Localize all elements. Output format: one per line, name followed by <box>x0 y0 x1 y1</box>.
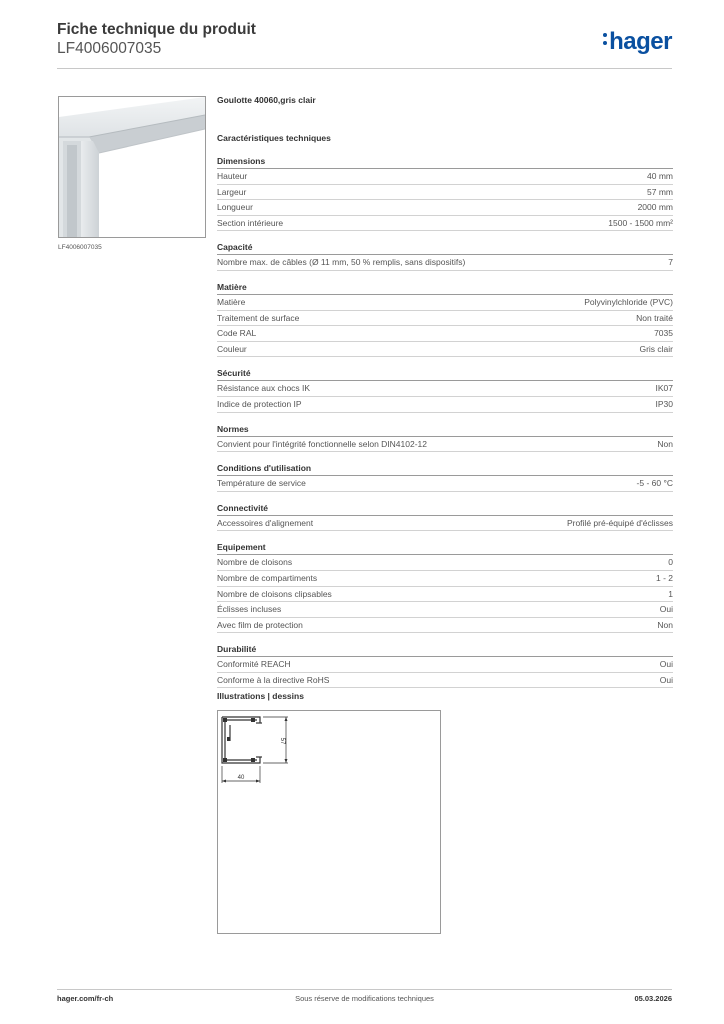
spec-label: Couleur <box>217 343 247 354</box>
spec-value: 7035 <box>654 328 673 339</box>
product-reference: LF4006007035 <box>57 40 162 57</box>
page-footer <box>57 994 672 1008</box>
footer-notice: Sous réserve de modifications techniques <box>295 994 434 1003</box>
spec-value: IP30 <box>655 398 673 409</box>
spec-label: Nombre de compartiments <box>217 572 318 583</box>
spec-row <box>217 326 673 342</box>
spec-value: Polyvinylchloride (PVC) <box>584 296 673 307</box>
logo-text: hager <box>609 28 672 55</box>
dim-width-label: 40 <box>237 775 245 781</box>
spec-label: Température de service <box>217 478 306 489</box>
spec-label: Avec film de protection <box>217 619 303 630</box>
spec-row <box>217 200 673 216</box>
spec-row <box>217 311 673 327</box>
group-capacite <box>217 241 673 271</box>
spec-value: Non traité <box>636 312 673 323</box>
group-title: Matière <box>217 281 673 295</box>
spec-row <box>217 397 673 413</box>
dim-height-label: 57 <box>279 737 285 745</box>
spec-value: Oui <box>659 659 673 670</box>
product-image <box>58 96 206 238</box>
spec-label: Matière <box>217 296 246 307</box>
spec-label: Conforme à la directive RoHS <box>217 674 330 685</box>
page-title: Fiche technique du produit <box>57 21 256 38</box>
footer-website-link[interactable]: hager.com/fr-ch <box>57 994 114 1003</box>
spec-row <box>217 618 673 634</box>
spec-value: Gris clair <box>639 343 673 354</box>
spec-label: Résistance aux chocs IK <box>217 383 311 394</box>
footer-date: 05.03.2026 <box>634 994 672 1003</box>
spec-row <box>217 295 673 311</box>
logo-dots-icon <box>603 33 608 48</box>
section-technical-title: Caractéristiques techniques <box>217 133 331 143</box>
spec-label: Hauteur <box>217 171 248 181</box>
spec-label: Longueur <box>217 202 253 213</box>
product-name: Goulotte 40060,gris clair <box>217 95 316 105</box>
spec-row <box>217 216 673 232</box>
spec-value: Non <box>657 438 673 449</box>
illustrations-title: Illustrations | dessins <box>217 691 304 701</box>
spec-value: 57 mm <box>647 186 673 197</box>
group-durabilite <box>217 643 673 688</box>
spec-value: Oui <box>659 604 673 615</box>
image-caption: LF4006007035 <box>58 244 102 251</box>
spec-label: Accessoires d'alignement <box>217 517 314 528</box>
spec-label: Nombre max. de câbles (Ø 11 mm, 50 % remplis, sans dispositifs) <box>217 257 466 268</box>
group-title: Equipement <box>217 541 673 555</box>
cable-duct-illustration-icon <box>59 97 205 237</box>
spec-row <box>217 571 673 587</box>
spec-row <box>217 602 673 618</box>
group-title: Capacité <box>217 241 673 255</box>
footer-divider <box>57 989 672 990</box>
spec-row <box>217 516 673 532</box>
spec-label: Largeur <box>217 186 247 197</box>
spec-row <box>217 476 673 492</box>
spec-value: 1500 - 1500 mm² <box>608 217 673 228</box>
spec-value: -5 - 60 °C <box>636 478 673 489</box>
spec-row <box>217 381 673 397</box>
spec-label: Conformité REACH <box>217 659 291 670</box>
header-divider <box>57 68 672 69</box>
spec-label: Indice de protection IP <box>217 398 302 409</box>
duct-cross-section-drawing-icon <box>218 711 440 933</box>
spec-row <box>217 185 673 201</box>
spec-label: Nombre de cloisons clipsables <box>217 588 332 599</box>
hager-logo[interactable] <box>603 28 672 56</box>
group-equipement <box>217 541 673 633</box>
spec-label: Nombre de cloisons <box>217 557 293 568</box>
spec-row <box>217 169 673 185</box>
group-securite <box>217 367 673 412</box>
spec-label: Éclisses incluses <box>217 604 282 615</box>
page-header <box>57 20 672 68</box>
spec-label: Section intérieure <box>217 217 284 228</box>
group-title: Connectivité <box>217 502 673 516</box>
spec-value: Non <box>657 619 673 630</box>
illustration-box <box>217 710 441 934</box>
spec-value: 0 <box>668 557 673 568</box>
group-title: Conditions d'utilisation <box>217 462 673 476</box>
group-title: Dimensions <box>217 155 673 169</box>
spec-row <box>217 255 673 271</box>
spec-row <box>217 342 673 358</box>
spec-label: Traitement de surface <box>217 312 300 323</box>
group-dimensions <box>217 155 673 231</box>
spec-value: 7 <box>668 257 673 268</box>
spec-value: 1 - 2 <box>655 572 673 583</box>
spec-row <box>217 555 673 571</box>
spec-value: 2000 mm <box>637 202 673 213</box>
spec-label: Code RAL <box>217 328 257 339</box>
group-title: Normes <box>217 423 673 437</box>
spec-value: IK07 <box>655 383 673 394</box>
spec-row <box>217 437 673 453</box>
specifications <box>217 94 673 698</box>
group-matiere <box>217 281 673 357</box>
spec-row <box>217 587 673 603</box>
spec-label: Convient pour l'intégrité fonctionnelle selon DIN4102-12 <box>217 438 428 449</box>
group-title: Sécurité <box>217 367 673 381</box>
spec-row <box>217 657 673 673</box>
group-conditions <box>217 462 673 492</box>
group-title: Durabilité <box>217 643 673 657</box>
spec-value: 1 <box>668 588 673 599</box>
group-normes <box>217 423 673 453</box>
spec-value: Profilé pré-équipé d'éclisses <box>566 517 673 528</box>
group-connectivite <box>217 502 673 532</box>
spec-value: Oui <box>659 674 673 685</box>
spec-row <box>217 673 673 689</box>
spec-value: 40 mm <box>647 171 673 181</box>
